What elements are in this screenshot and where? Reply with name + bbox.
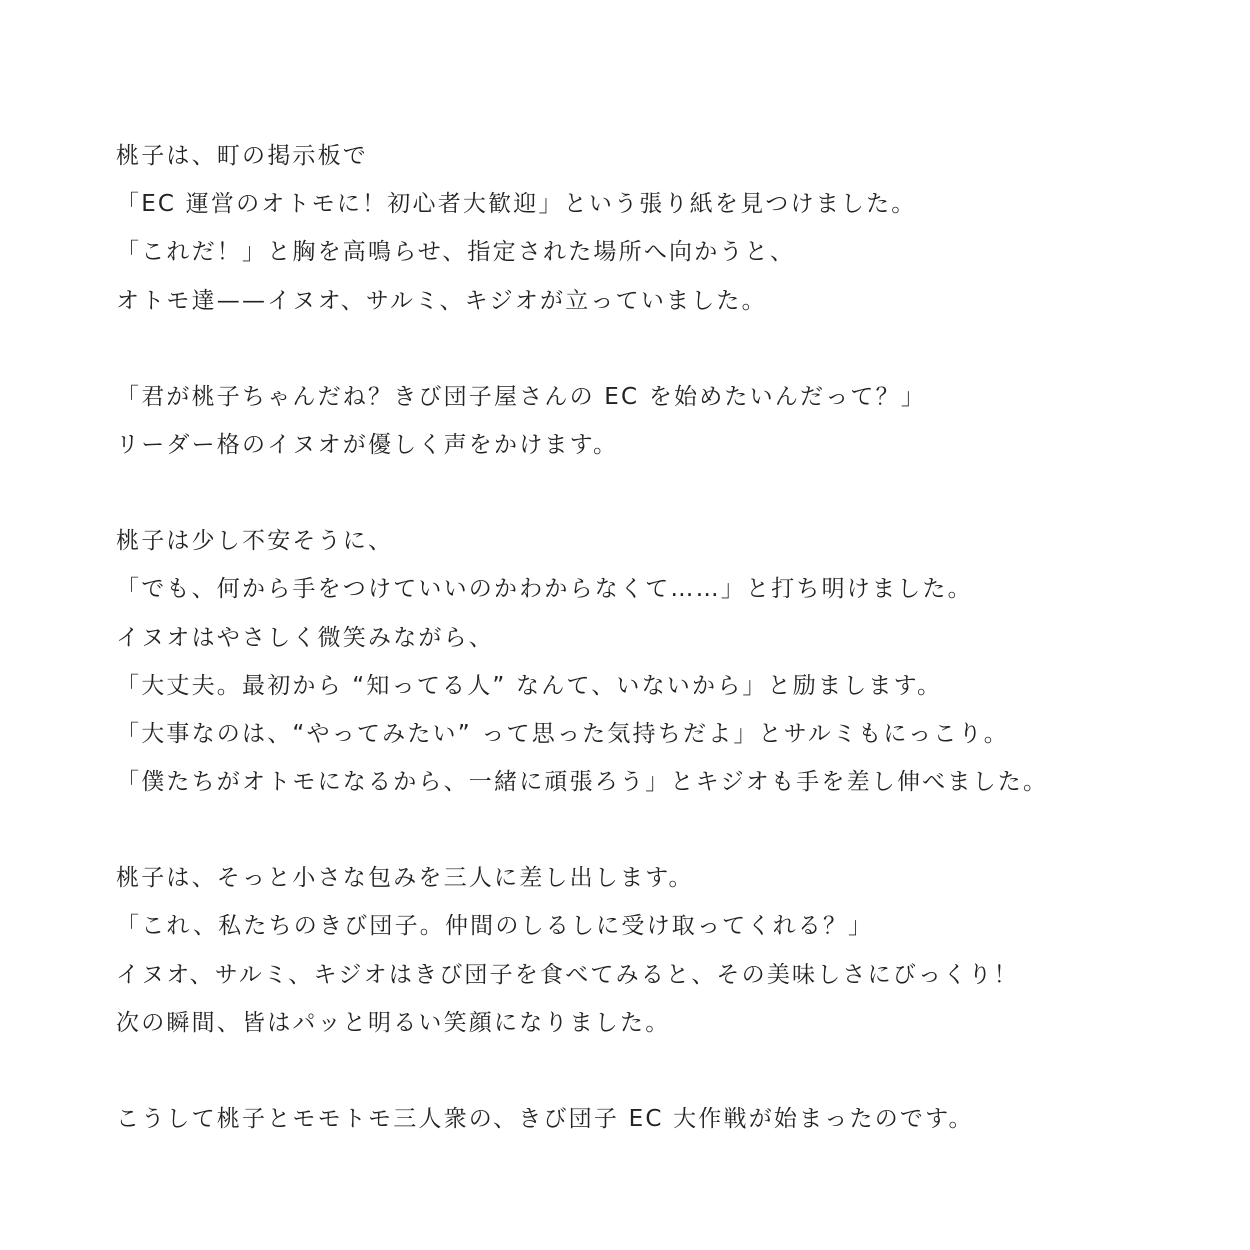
text-line: 桃子は、そっと小さな包みを三人に差し出します。 <box>116 865 694 892</box>
text-line: 「EC 運営のオトモに！初心者大歓迎」という張り紙を見つけました。 <box>116 191 917 218</box>
text-line: 「大事なのは、“やってみたい” って思った気持ちだよ」とサルミもにっこり。 <box>116 720 1009 747</box>
text-line: オトモ達——イヌオ、サルミ、キジオが立っていました。 <box>116 287 767 314</box>
text-line: 桃子は、町の掲示板で <box>116 143 368 169</box>
text-line: 「大丈夫。最初から “知ってる人” なんて、いないから」と励まします。 <box>116 672 943 699</box>
story-text <box>116 132 1196 1191</box>
paragraph-3 <box>116 517 1196 806</box>
text-line: こうして桃子とモモトモ三人衆の、きび団子 EC 大作戦が始まったのです。 <box>116 1106 974 1132</box>
paragraph-1 <box>116 132 1196 325</box>
text-line: 「これ、私たちのきび団子。仲間のしるしに受け取ってくれる？」 <box>116 913 874 940</box>
text-line: 桃子は少し不安そうに、 <box>116 528 394 555</box>
text-line: 「僕たちがオトモになるから、一緒に頑張ろう」とキジオも手を差し伸べました。 <box>116 769 1049 796</box>
text-line: 「これだ！」と胸を高鳴らせ、指定された場所へ向かうと、 <box>116 239 796 266</box>
text-line: 次の瞬間、皆はパッと明るい笑顔になりました。 <box>116 1009 671 1036</box>
text-line: イヌオはやさしく微笑みながら、 <box>116 624 494 651</box>
text-line: リーダー格のイヌオが優しく声をかけます。 <box>116 431 619 458</box>
text-line: 「でも、何から手をつけていいのかわからなくて……」と打ち明けました。 <box>116 576 973 603</box>
text-line: 「君が桃子ちゃんだね？きび団子屋さんの EC を始めたいんだって？」 <box>116 383 927 410</box>
paragraph-4 <box>116 854 1196 1047</box>
text-line: イヌオ、サルミ、キジオはきび団子を食べてみると、その美味しさにびっくり！ <box>116 961 1019 988</box>
paragraph-2 <box>116 373 1196 469</box>
paragraph-5 <box>116 1095 1196 1143</box>
